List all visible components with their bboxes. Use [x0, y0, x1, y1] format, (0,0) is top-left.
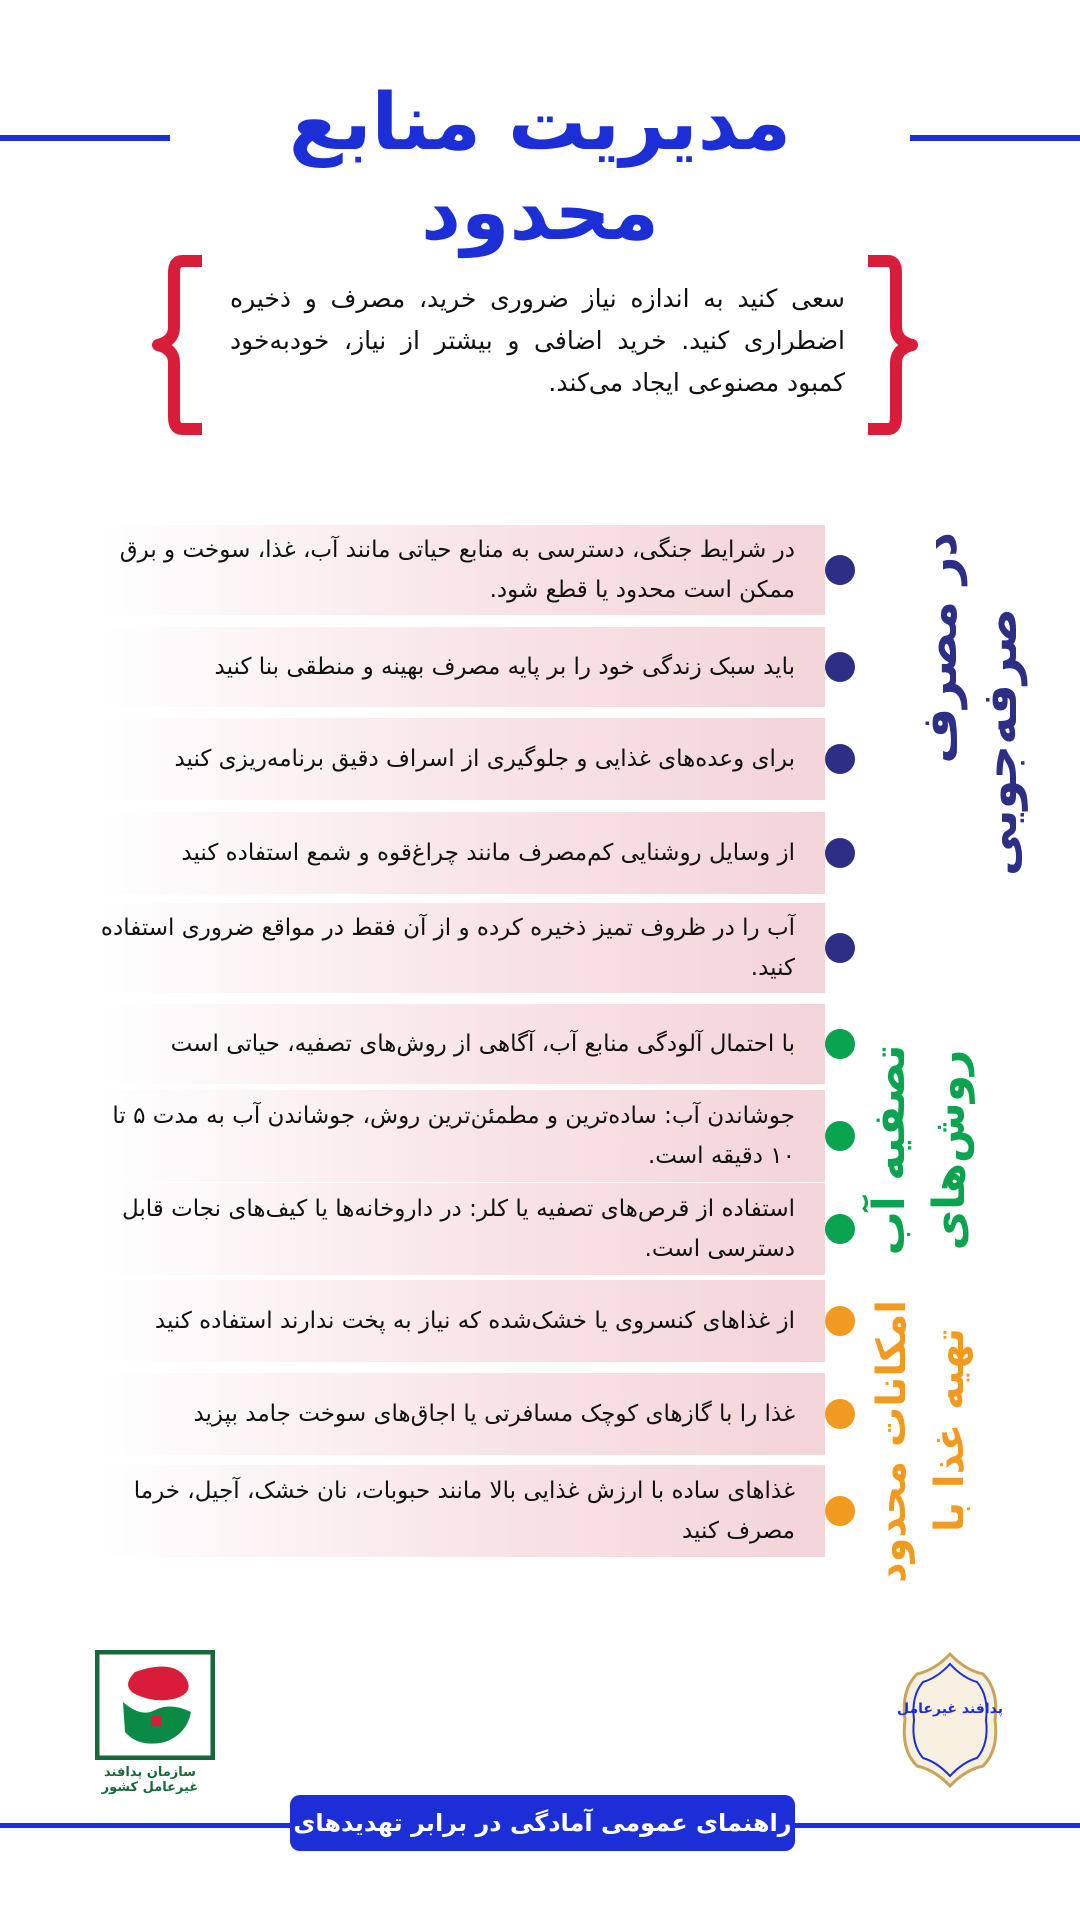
list-item-text: از غذاهای کنسروی یا خشک‌شده که نیاز به پخت ندارند استفاده کنید	[154, 1308, 795, 1334]
list-item	[100, 627, 825, 707]
list-item-text: غذا را با گازهای کوچک مسافرتی یا اجاق‌های سوخت جامد بپزید	[193, 1401, 795, 1427]
list-item-text: در شرایط جنگی، دسترسی به منابع حیاتی مانند آب، غذا، سوخت و برق ممکن است محدود یا قطع شود.	[119, 537, 795, 603]
logo-caption: سازمان پدافند غیرعامل کشور	[101, 1765, 199, 1795]
list-item-text: جوشاندن آب: ساده‌ترین و مطمئن‌ترین روش، جوشاندن آب به مدت ۵ تا ۱۰ دقیقه است.	[112, 1103, 795, 1169]
emblem-text: پدافند غیرعامل	[897, 1701, 1003, 1717]
list-item	[100, 812, 825, 894]
bullet-icon	[825, 1399, 855, 1429]
section-heading-saving-line1: صرفه‌جویی	[972, 607, 1028, 877]
bullet-icon	[825, 1306, 855, 1336]
list-item-text: برای وعده‌های غذایی و جلوگیری از اسراف دقیق برنامه‌ریزی کنید	[174, 746, 795, 772]
title-line-right	[910, 135, 1080, 141]
list-item	[100, 1373, 825, 1455]
list-item	[100, 1090, 825, 1182]
bullet-icon	[825, 838, 855, 868]
list-item	[100, 1465, 825, 1557]
section-heading-water-line1: روش‌های	[924, 1049, 975, 1251]
bullet-icon	[825, 1214, 855, 1244]
list-item-text: با احتمال آلودگی منابع آب، آگاهی از روش‌های تصفیه، حیاتی است	[170, 1031, 795, 1057]
list-item-text: استفاده از قرص‌های تصفیه یا کلر: در داروخانه‌ها یا کیف‌های نجات قابل دسترسی است.	[121, 1196, 795, 1262]
list-item	[100, 718, 825, 800]
list-item-text: آب را در ظروف تمیز ذخیره کرده و از آن فقط در مواقع ضروری استفاده کنید.	[100, 915, 795, 981]
title-line-left	[0, 135, 170, 141]
list-item	[100, 903, 825, 993]
bullet-icon	[825, 1121, 855, 1151]
bullet-icon	[825, 555, 855, 585]
passive-defense-organization-logo	[95, 1650, 215, 1760]
brace-right-icon	[860, 255, 920, 435]
bullet-icon	[825, 933, 855, 963]
bullet-icon	[825, 1029, 855, 1059]
brace-left-icon	[150, 255, 210, 435]
list-item-text: غذاهای ساده با ارزش غذایی بالا مانند حبوبات، نان خشک، آجیل، خرما مصرف کنید	[133, 1478, 795, 1544]
footer-banner: راهنمای عمومی آمادگی در برابر تهدیدهای نظامی	[290, 1795, 795, 1851]
section-heading-water-line2: تصفیه آب	[864, 1044, 915, 1256]
list-item-text: از وسایل روشنایی کم‌مصرف مانند چراغ‌قوه و شمع استفاده کنید	[181, 840, 795, 866]
bullet-icon	[825, 744, 855, 774]
intro-paragraph: سعی کنید به اندازه نیاز ضروری خرید، مصرف و ذخیره اضطراری کنید. خرید اضافی و بیشتر از نیاز، خودبه‌خود کمبود مصنوعی ایجاد می‌کند.	[230, 284, 845, 397]
list-item	[100, 1004, 825, 1084]
section-heading-food-line2: امکانات محدود	[869, 1300, 915, 1584]
section-heading-food-line1: تهیه غذا با	[927, 1327, 973, 1533]
emblem-icon	[895, 1650, 1005, 1790]
bullet-icon	[825, 652, 855, 682]
list-item	[100, 1280, 825, 1362]
bullet-icon	[825, 1496, 855, 1526]
section-heading-saving-line2: در مصرف	[912, 532, 968, 764]
list-item	[100, 525, 825, 615]
page-title: مدیریت منابع محدود	[288, 78, 792, 258]
list-item-text: باید سبک زندگی خود را بر پایه مصرف بهینه و منطقی بنا کنید	[214, 654, 795, 680]
list-item	[100, 1183, 825, 1275]
